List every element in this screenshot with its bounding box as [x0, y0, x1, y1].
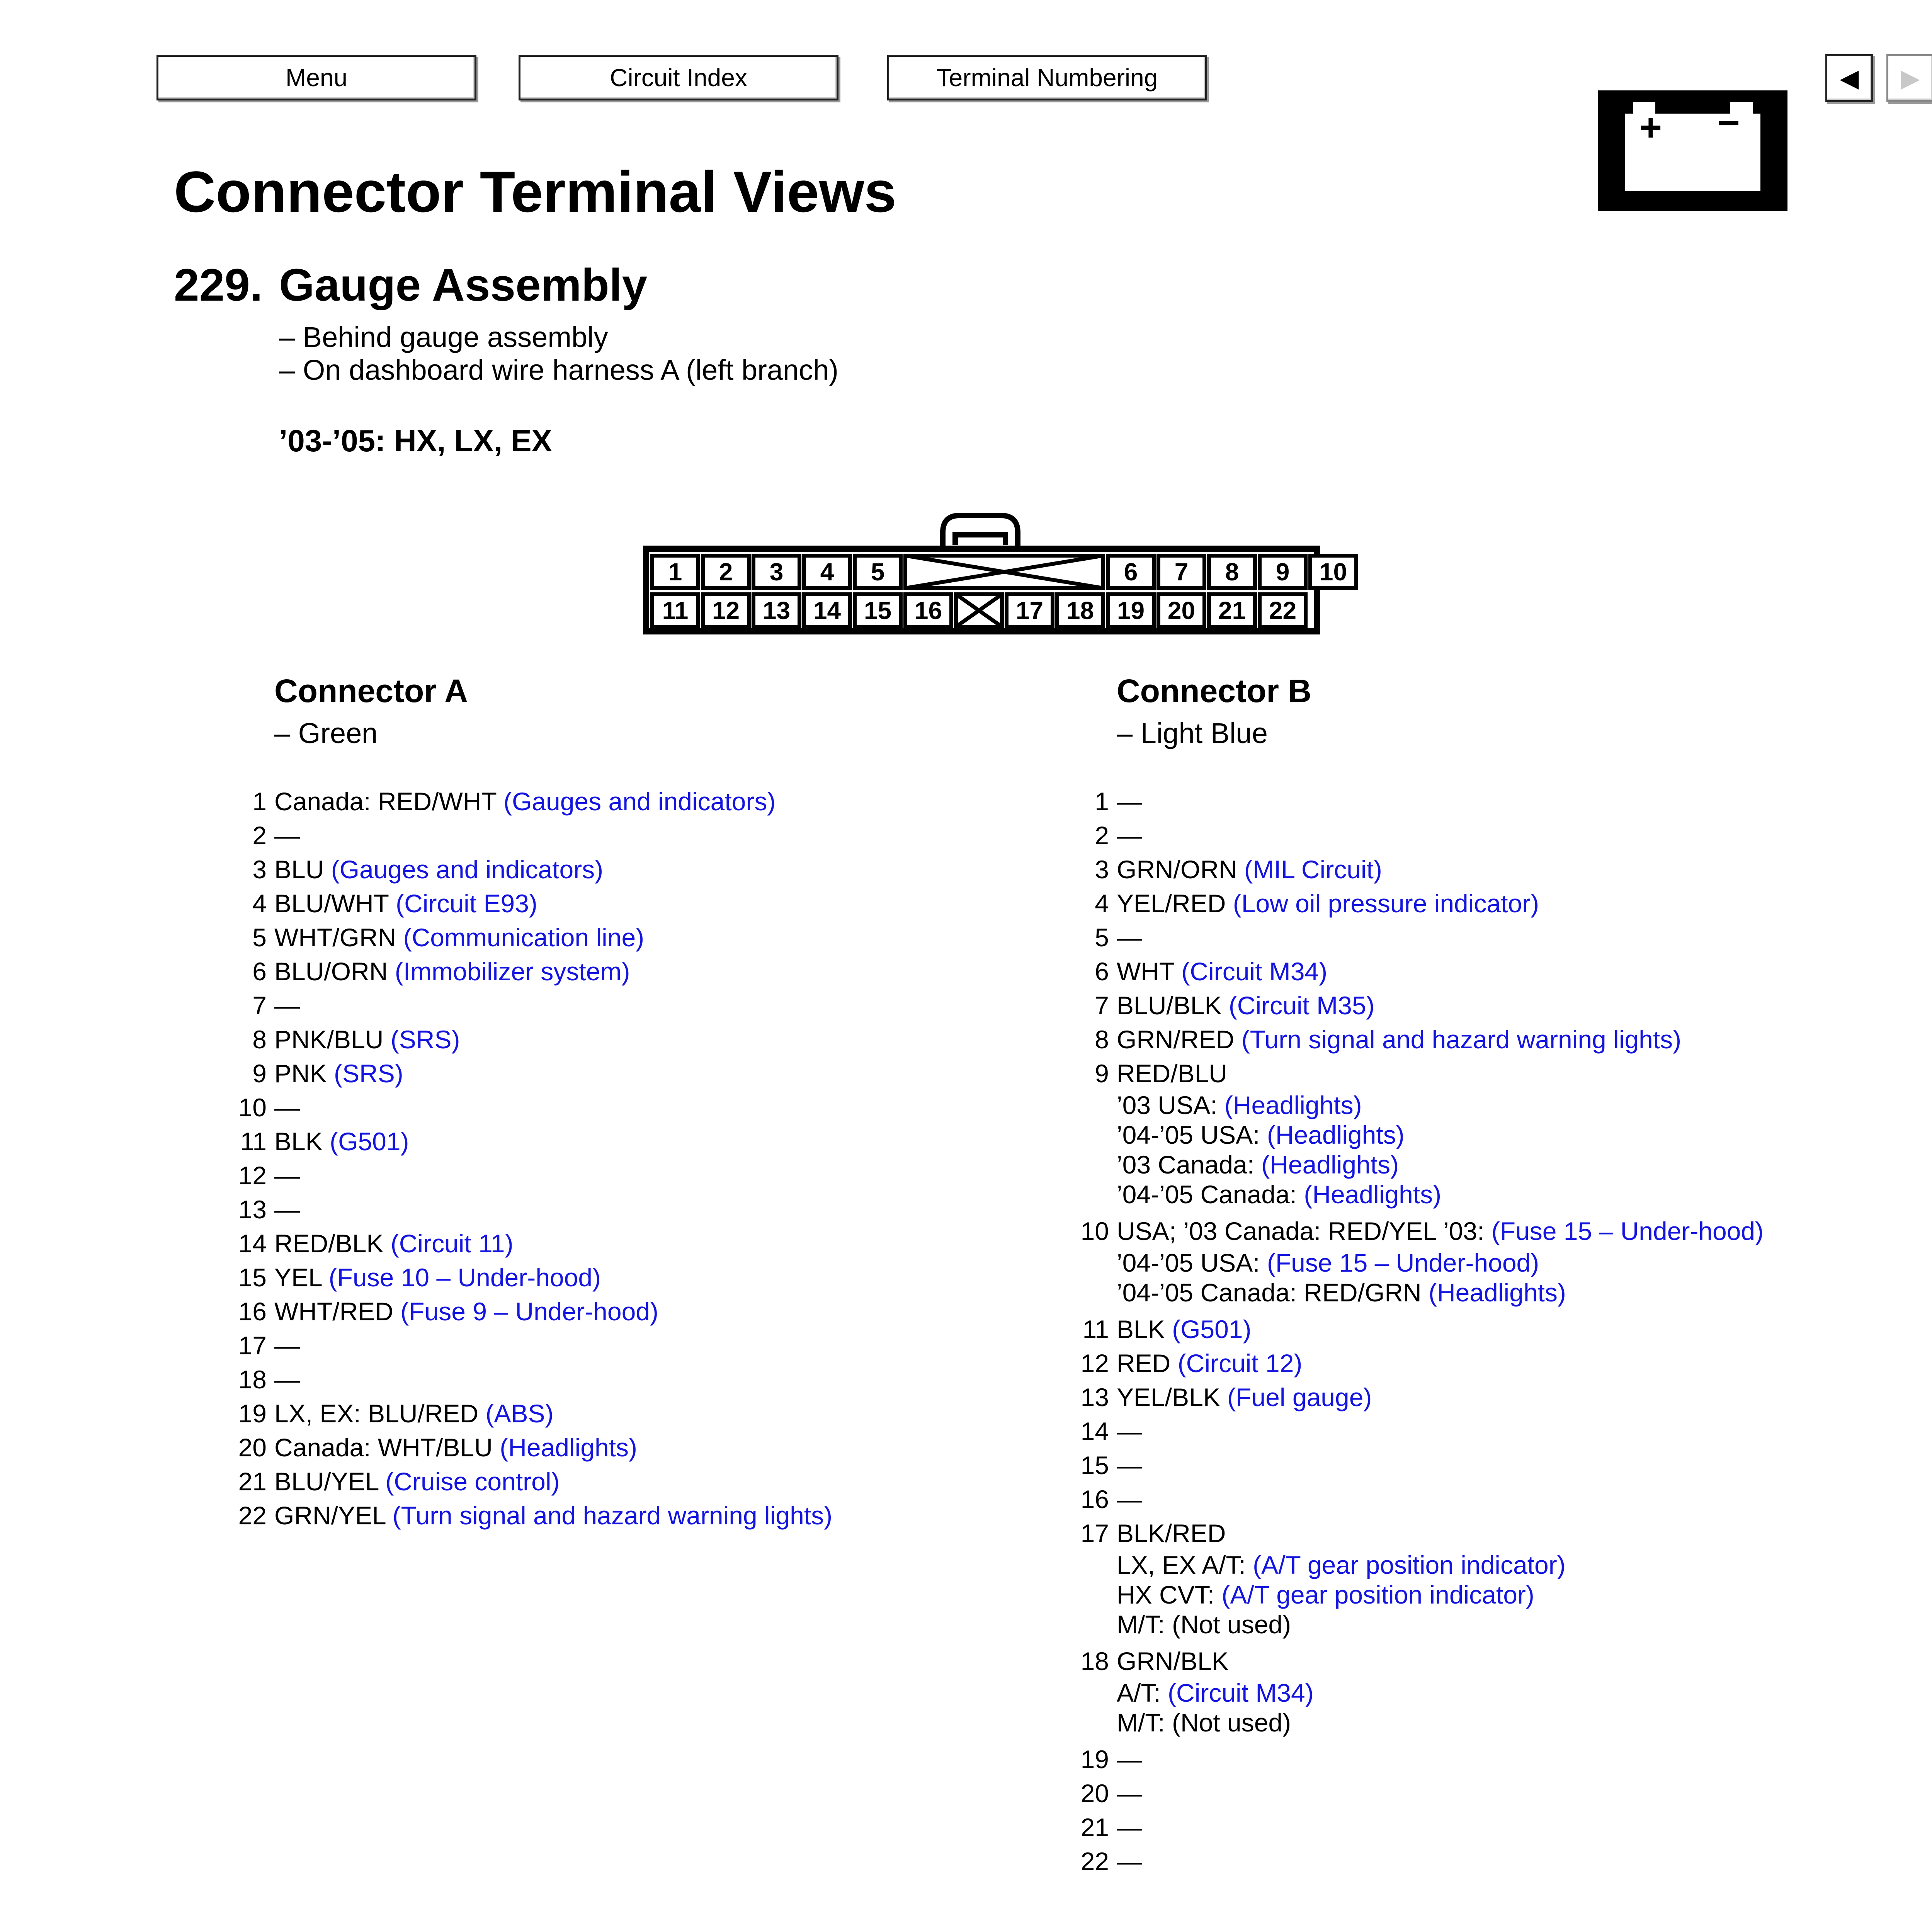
- battery-icon: [1598, 90, 1787, 211]
- pin-variant-text: ’04-’05 USA:: [1117, 1121, 1267, 1149]
- pin-variant-line: [1117, 1120, 1764, 1150]
- terminal-number-22: 22: [1269, 597, 1297, 624]
- pin-variant-line: [1117, 1248, 1764, 1278]
- pin-number: 19: [238, 1399, 267, 1428]
- pin-circuit-link[interactable]: (SRS): [334, 1059, 403, 1088]
- pin-circuit-link[interactable]: (Circuit M34): [1181, 957, 1328, 986]
- pin-variant-text: M/T: (Not used): [1117, 1708, 1291, 1737]
- pin-number: 14: [238, 1229, 267, 1258]
- pin-circuit-link[interactable]: (Gauges and indicators): [331, 855, 604, 884]
- pin-circuit-link[interactable]: (ABS): [485, 1399, 554, 1428]
- pin-circuit-link[interactable]: (Fuse 15 – Under-hood): [1267, 1248, 1539, 1277]
- connector_b-pin-20: [1080, 1776, 1764, 1810]
- pin-wire: —: [1117, 1745, 1142, 1774]
- pin-circuit-link[interactable]: (Circuit M34): [1168, 1679, 1314, 1707]
- pin-number: 17: [238, 1331, 267, 1360]
- pin-wire: —: [1117, 821, 1142, 850]
- terminal-number-3: 3: [769, 558, 784, 586]
- model-heading: ’03-’05: HX, LX, EX: [279, 423, 552, 458]
- pin-number: 13: [238, 1195, 267, 1224]
- connector_b-pin-1: [1095, 784, 1764, 818]
- terminal-number-20: 20: [1167, 597, 1196, 624]
- pin-circuit-link[interactable]: (Circuit 11): [390, 1229, 514, 1258]
- pin-wire: WHT/GRN: [274, 923, 403, 952]
- pin-variant-text: ’03 Canada:: [1117, 1150, 1262, 1179]
- pin-number: 15: [238, 1263, 267, 1292]
- pin-wire: GRN/RED: [1117, 1025, 1242, 1054]
- pin-variant-text: ’04-’05 Canada:: [1117, 1180, 1304, 1209]
- connector_a-pin-3: [252, 852, 832, 886]
- pin-circuit-link[interactable]: (Turn signal and hazard warning lights): [392, 1501, 833, 1530]
- connector_a-pin-21: [238, 1464, 832, 1498]
- connector_a-pin-10: [238, 1090, 832, 1124]
- terminal-number-9: 9: [1276, 558, 1290, 586]
- pin-number: 19: [1080, 1745, 1109, 1774]
- connector_a-pin-8: [252, 1022, 832, 1056]
- pin-wire: BLU/ORN: [274, 957, 395, 986]
- pin-circuit-link[interactable]: (Circuit M35): [1228, 991, 1375, 1020]
- connector_b-pin-12: [1080, 1346, 1764, 1380]
- pin-wire: RED/BLK: [274, 1229, 391, 1258]
- pin-circuit-link[interactable]: (Low oil pressure indicator): [1233, 889, 1539, 918]
- pin-number: 5: [1095, 923, 1109, 952]
- terminal-number-2: 2: [719, 558, 733, 586]
- prev-page-button-top[interactable]: [1825, 54, 1873, 102]
- pin-number: 14: [1080, 1417, 1109, 1446]
- pin-number: 10: [1080, 1217, 1109, 1245]
- pin-circuit-link[interactable]: (Immobilizer system): [395, 957, 630, 986]
- pin-circuit-link[interactable]: (Cruise control): [385, 1467, 560, 1496]
- pin-wire: PNK/BLU: [274, 1025, 391, 1054]
- pin-variant-line: [1117, 1278, 1764, 1308]
- pin-variant-text: A/T:: [1117, 1679, 1168, 1707]
- terminal-number-6: 6: [1124, 558, 1138, 586]
- connector_a-pin-4: [252, 886, 832, 920]
- pin-wire: —: [1117, 1485, 1142, 1514]
- pin-wire: —: [1117, 923, 1142, 952]
- connector_a-pin-6: [252, 954, 832, 988]
- pin-wire: PNK: [274, 1059, 334, 1088]
- connector_a-pin-22: [238, 1498, 833, 1532]
- connector_b-pin-5: [1095, 920, 1764, 954]
- pin-number: 4: [252, 889, 267, 918]
- location-line-2: – On dashboard wire harness A (left branch): [279, 354, 838, 386]
- pin-number: 8: [252, 1025, 267, 1054]
- pin-wire: —: [274, 821, 300, 850]
- pin-wire: BLU/YEL: [274, 1467, 386, 1496]
- pin-variant-line: [1117, 1580, 1764, 1610]
- pin-number: 7: [1095, 991, 1109, 1020]
- pin-wire: —: [274, 991, 300, 1020]
- connector_a-pin-18: [238, 1362, 832, 1396]
- pin-circuit-link[interactable]: (Turn signal and hazard warning lights): [1241, 1025, 1682, 1054]
- pin-wire: —: [274, 1331, 300, 1360]
- pin-number: 20: [238, 1433, 267, 1462]
- pin-variant-line: [1117, 1708, 1764, 1738]
- connector_a-pin-17: [238, 1328, 832, 1362]
- pin-wire: YEL/BLK: [1117, 1383, 1228, 1412]
- connector_b-pin-21: [1080, 1810, 1764, 1844]
- connector_a-pin-5: [252, 920, 832, 954]
- pin-circuit-link[interactable]: (Communication line): [403, 923, 645, 952]
- connector_a-pin-9: [252, 1056, 832, 1090]
- connector_b-pin-16: [1080, 1482, 1764, 1516]
- pin-number: 16: [1080, 1485, 1109, 1514]
- pin-circuit-link[interactable]: (Headlights): [500, 1433, 638, 1462]
- pin-wire: BLK: [274, 1127, 330, 1156]
- terminal-number-4: 4: [820, 558, 834, 586]
- terminal-number-18: 18: [1066, 597, 1094, 624]
- pin-wire: BLU/WHT: [274, 889, 396, 918]
- terminal-number-8: 8: [1225, 558, 1239, 586]
- pin-variant-text: ’03 USA:: [1117, 1091, 1225, 1119]
- battery-plus: +: [1639, 106, 1662, 149]
- section-title: Gauge Assembly: [279, 260, 648, 311]
- pin-wire: BLK: [1117, 1315, 1172, 1344]
- connector_a-pin-12: [238, 1158, 832, 1192]
- pin-wire: GRN/BLK: [1117, 1647, 1229, 1675]
- connector_b-pin-4: [1095, 886, 1764, 920]
- pin-wire: —: [1117, 1451, 1142, 1480]
- terminal-number-11: 11: [662, 597, 689, 624]
- pin-circuit-link[interactable]: (A/T gear position indicator): [1253, 1551, 1566, 1579]
- connector_b-pin-2: [1095, 818, 1764, 852]
- pin-circuit-link[interactable]: (SRS): [390, 1025, 460, 1054]
- terminal-number-12: 12: [712, 597, 740, 624]
- pin-number: 9: [252, 1059, 267, 1088]
- pin-number: 22: [1080, 1847, 1109, 1876]
- pin-variant-line: [1117, 1150, 1764, 1180]
- connector-b-title: Connector B: [1117, 673, 1311, 709]
- connector_b-pin-10: [1080, 1214, 1764, 1308]
- pin-wire: WHT/RED: [274, 1297, 401, 1326]
- pin-number: 4: [1095, 889, 1109, 918]
- pin-number: 2: [1095, 821, 1109, 850]
- connector_b-pin-9: [1095, 1056, 1764, 1209]
- connector_a-pin-1: [252, 784, 832, 818]
- arrow-right-icon: ▶: [1901, 64, 1920, 92]
- connector_a-pin-13: [238, 1192, 832, 1226]
- pin-number: 6: [252, 957, 267, 986]
- terminal-numbering-button-top[interactable]: Terminal Numbering: [887, 55, 1207, 100]
- pin-wire: GRN/YEL: [274, 1501, 393, 1530]
- pin-number: 6: [1095, 957, 1109, 986]
- page-title: Connector Terminal Views: [174, 159, 896, 224]
- pin-wire: BLK/RED: [1117, 1519, 1226, 1548]
- pin-variant-line: [1117, 1610, 1764, 1639]
- pin-circuit-link[interactable]: (Fuse 10 – Under-hood): [328, 1263, 601, 1292]
- pin-number: 3: [252, 855, 267, 884]
- connector_a-pin-20: [238, 1430, 832, 1464]
- terminal-number-1: 1: [668, 558, 682, 586]
- pin-wire: USA; ’03 Canada: RED/YEL ’03:: [1117, 1217, 1492, 1245]
- pin-variant-line: [1117, 1678, 1764, 1708]
- connector_b-pin-17: [1080, 1516, 1764, 1639]
- pin-circuit-link[interactable]: (Headlights): [1429, 1278, 1566, 1307]
- pin-number: 21: [1080, 1813, 1109, 1842]
- connector_a-pin-14: [238, 1226, 832, 1260]
- pin-number: 13: [1080, 1383, 1109, 1412]
- pin-circuit-link[interactable]: (G501): [1172, 1315, 1252, 1344]
- connector_a-pin-2: [252, 818, 832, 852]
- terminal-number-16: 16: [914, 597, 942, 624]
- connector-b-pin-list: [1080, 784, 1764, 1878]
- pin-number: 3: [1095, 855, 1109, 884]
- pin-circuit-link[interactable]: (Circuit E93): [396, 889, 537, 918]
- pin-number: 12: [1080, 1349, 1109, 1378]
- pin-circuit-link[interactable]: (Circuit 12): [1177, 1349, 1303, 1378]
- pin-circuit-link[interactable]: (Headlights): [1261, 1150, 1399, 1179]
- connector_b-pin-3: [1095, 852, 1764, 886]
- terminal-number-5: 5: [871, 558, 885, 586]
- pin-number: 15: [1080, 1451, 1109, 1480]
- terminal-number-19: 19: [1117, 597, 1145, 624]
- pin-wire: —: [274, 1365, 300, 1394]
- pin-circuit-link[interactable]: (Fuel gauge): [1227, 1383, 1372, 1412]
- connector_b-pin-11: [1082, 1312, 1764, 1346]
- pin-wire: —: [1117, 1417, 1142, 1446]
- pin-circuit-link[interactable]: (Gauges and indicators): [503, 787, 776, 816]
- pin-variant-text: HX CVT:: [1117, 1580, 1222, 1609]
- pin-circuit-link[interactable]: (Headlights): [1304, 1180, 1442, 1209]
- connector_b-pin-19: [1080, 1742, 1764, 1776]
- terminal-number-10: 10: [1319, 558, 1347, 586]
- pin-wire: YEL/RED: [1117, 889, 1233, 918]
- connector_a-pin-15: [238, 1260, 832, 1294]
- location-line-1: – Behind gauge assembly: [279, 321, 608, 353]
- pin-number: 11: [240, 1127, 267, 1156]
- pin-number: 18: [1080, 1647, 1109, 1675]
- pin-number: 2: [252, 821, 267, 850]
- pin-wire: —: [274, 1161, 300, 1190]
- pin-circuit-link[interactable]: (G501): [330, 1127, 409, 1156]
- connector_a-pin-19: [238, 1396, 832, 1430]
- connector_b-pin-22: [1080, 1844, 1764, 1878]
- connector_a-pin-11: [240, 1124, 832, 1158]
- pin-number: 17: [1080, 1519, 1109, 1548]
- connector_b-pin-14: [1080, 1414, 1764, 1448]
- pin-wire: Canada: WHT/BLU: [274, 1433, 500, 1462]
- battery-minus: −: [1717, 101, 1740, 145]
- pin-number: 16: [238, 1297, 267, 1326]
- pin-circuit-link[interactable]: (A/T gear position indicator): [1221, 1580, 1534, 1609]
- connector_a-pin-7: [252, 988, 832, 1022]
- pin-wire: —: [1117, 1813, 1142, 1842]
- pin-wire: RED/BLU: [1117, 1059, 1228, 1088]
- arrow-left-icon: ◀: [1840, 64, 1859, 92]
- pin-circuit-link[interactable]: (Fuse 9 – Under-hood): [400, 1297, 658, 1326]
- connector_b-pin-8: [1095, 1022, 1764, 1056]
- pin-wire: BLU/BLK: [1117, 991, 1229, 1020]
- pin-wire: WHT: [1117, 957, 1182, 986]
- pin-variant-line: [1117, 1090, 1764, 1120]
- pin-variant-text: ’04-’05 USA:: [1117, 1248, 1267, 1277]
- pin-variant-line: [1117, 1550, 1764, 1580]
- section-number: 229.: [174, 260, 263, 311]
- pin-wire: GRN/ORN: [1117, 855, 1244, 884]
- pin-number: 10: [238, 1093, 267, 1122]
- pin-wire: LX, EX: BLU/RED: [274, 1399, 486, 1428]
- connector_b-pin-15: [1080, 1448, 1764, 1482]
- pin-wire: BLU: [274, 855, 331, 884]
- connector_b-pin-6: [1095, 954, 1764, 988]
- menu-button-top[interactable]: Menu: [156, 55, 476, 100]
- pin-variant-text: ’04-’05 Canada: RED/GRN: [1117, 1278, 1429, 1307]
- terminal-number-14: 14: [813, 597, 841, 624]
- pin-variant-text: M/T: (Not used): [1117, 1610, 1291, 1639]
- terminal-number-17: 17: [1015, 597, 1044, 624]
- connector_b-pin-7: [1095, 988, 1764, 1022]
- pin-wire: YEL: [274, 1263, 329, 1292]
- connector_b-pin-13: [1080, 1380, 1764, 1414]
- pin-number: 11: [1082, 1315, 1109, 1344]
- terminal-number-15: 15: [864, 597, 892, 624]
- pin-number: 12: [238, 1161, 267, 1190]
- connector_b-pin-18: [1080, 1644, 1764, 1738]
- pin-circuit-link[interactable]: (Headlights): [1267, 1121, 1405, 1149]
- pin-wire: —: [1117, 1779, 1142, 1808]
- pin-number: 22: [238, 1501, 267, 1530]
- connector-b-color: – Light Blue: [1117, 717, 1268, 749]
- terminal-number-21: 21: [1218, 597, 1246, 624]
- pin-number: 1: [1095, 787, 1109, 816]
- pin-wire: —: [1117, 787, 1142, 816]
- connector-a-pin-list: [238, 784, 833, 1532]
- pin-number: 7: [252, 991, 267, 1020]
- pin-number: 5: [252, 923, 267, 952]
- pin-variant-line: [1117, 1180, 1764, 1209]
- pin-number: 18: [238, 1365, 267, 1394]
- connector-a-title: Connector A: [274, 673, 468, 709]
- next-page-button-top[interactable]: [1886, 54, 1932, 102]
- circuit-index-button-top[interactable]: Circuit Index: [519, 55, 838, 100]
- pin-circuit-link[interactable]: (Fuse 15 – Under-hood): [1491, 1217, 1764, 1245]
- pin-number: 9: [1095, 1059, 1109, 1088]
- connector-a-color: – Green: [274, 717, 378, 749]
- pin-variant-text: LX, EX A/T:: [1117, 1551, 1253, 1579]
- pin-circuit-link[interactable]: (Headlights): [1224, 1091, 1362, 1119]
- pin-wire: RED: [1117, 1349, 1178, 1378]
- pin-wire: —: [1117, 1847, 1142, 1876]
- pin-wire: —: [274, 1195, 300, 1224]
- pin-number: 20: [1080, 1779, 1109, 1808]
- pin-circuit-link[interactable]: (MIL Circuit): [1244, 855, 1382, 884]
- pin-number: 1: [252, 787, 267, 816]
- connector-face-diagram: [641, 506, 1347, 638]
- pin-wire: —: [274, 1093, 300, 1122]
- terminal-number-13: 13: [762, 597, 791, 624]
- pin-wire: Canada: RED/WHT: [274, 787, 503, 816]
- terminal-number-7: 7: [1174, 558, 1189, 586]
- connector_a-pin-16: [238, 1294, 832, 1328]
- pin-number: 8: [1095, 1025, 1109, 1054]
- pin-number: 21: [238, 1467, 267, 1496]
